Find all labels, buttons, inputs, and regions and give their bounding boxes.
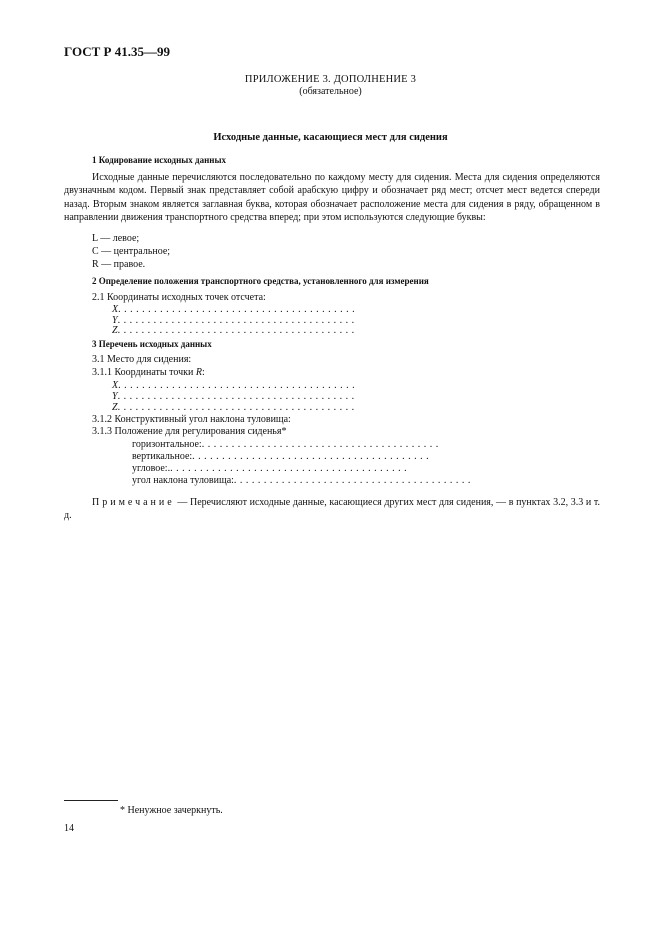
- list-item-left: L — левое;: [92, 233, 140, 244]
- section-2-heading: 2 Определение положения транспортного средства, установленного для измерения: [92, 276, 429, 286]
- dot-leader: . . . . . . . . . . . . . . . . . . . . . . . . . . . . . . . . . . . . . . . .: [192, 451, 430, 462]
- dot-leader: . . . . . . . . . . . . . . . . . . . . . . . . . . . . . . . . . . . . . . . .: [117, 402, 355, 413]
- coord-row: [112, 402, 355, 413]
- position-horizontal-label: горизонтальное:: [132, 439, 202, 450]
- section-3-1-2-label: 3.1.2 Конструктивный угол наклона туловища:: [92, 414, 291, 425]
- section-2-1-label: 2.1 Координаты исходных точек отсчета:: [92, 292, 266, 303]
- standard-header: ГОСТ Р 41.35—99: [64, 44, 170, 59]
- point-r-label: R: [195, 367, 202, 378]
- section-3-1-1-label: [92, 367, 205, 378]
- coord-x-label: X: [112, 380, 119, 391]
- position-row: [132, 451, 430, 462]
- dot-leader: . . . . . . . . . . . . . . . . . . . . . . . . . . . . . . . . . . . . . . . .: [170, 463, 408, 474]
- dot-leader: . . . . . . . . . . . . . . . . . . . . . . . . . . . . . . . . . . . . . . . .: [117, 391, 355, 402]
- coord-z-label: Z: [112, 325, 118, 336]
- coord-row: [112, 304, 355, 315]
- list-item-center: C — центральное;: [92, 246, 171, 257]
- position-row: [132, 463, 408, 474]
- coord-row: [112, 380, 355, 391]
- page-number: 14: [64, 823, 74, 834]
- appendix-status: (обязательное): [299, 86, 362, 97]
- coord-y-label: Y: [112, 315, 118, 326]
- coord-z-label: Z: [112, 402, 118, 413]
- position-vertical-label: вертикальное:: [132, 451, 193, 462]
- position-angular-label: угловое:.: [132, 463, 171, 474]
- dot-leader: . . . . . . . . . . . . . . . . . . . . . . . . . . . . . . . . . . . . . . . .: [118, 304, 356, 315]
- coord-row: [112, 325, 355, 336]
- position-row: [132, 439, 439, 450]
- dot-leader: . . . . . . . . . . . . . . . . . . . . . . . . . . . . . . . . . . . . . . . .: [117, 325, 355, 336]
- position-torso-angle-label: угол наклона туловища:: [132, 475, 234, 486]
- note-text: — Перечисляют исходные данные, касающиеся других мест для сидения, — в пунктах 3.2, 3.3 и т. д.: [64, 497, 600, 521]
- note-paragraph: [64, 496, 600, 522]
- s311-suffix: :: [201, 367, 205, 378]
- section-1-paragraph: Исходные данные перечисляются последовательно по каждому месту для сидения. Места для сидения определяются двузначным кодом. Первый знак представляет собой арабскую цифру и обозначает ряд мест; отсчет мест ведется спереди назад. Вторым знаком является заглавная буква, которая обозначает расположение места для сидения в ряду, обращенном в направлении движения транспортного средства вперед; при этом используются следующие буквы:: [64, 172, 600, 223]
- section-3-heading: 3 Перечень исходных данных: [92, 339, 212, 349]
- coord-x-label: X: [112, 304, 119, 315]
- section-3-1-label: 3.1 Место для сидения:: [92, 354, 192, 365]
- coord-row: [112, 391, 355, 402]
- dot-leader: . . . . . . . . . . . . . . . . . . . . . . . . . . . . . . . . . . . . . . . .: [201, 439, 439, 450]
- note-label: Примечание: [92, 497, 175, 508]
- coord-y-label: Y: [112, 391, 118, 402]
- dot-leader: . . . . . . . . . . . . . . . . . . . . . . . . . . . . . . . . . . . . . . . .: [233, 475, 471, 486]
- appendix-title: ПРИЛОЖЕНИЕ 3. ДОПОЛНЕНИЕ 3: [244, 74, 417, 85]
- document-title: Исходные данные, касающиеся мест для сидения: [213, 132, 448, 143]
- section-3-1-3-label: 3.1.3 Положение для регулирования сиденья*: [92, 426, 287, 437]
- s311-prefix: 3.1.1 Координаты точки: [92, 367, 196, 378]
- footnote-rule: [64, 800, 118, 801]
- section-1-heading: 1 Кодирование исходных данных: [92, 155, 226, 165]
- dot-leader: . . . . . . . . . . . . . . . . . . . . . . . . . . . . . . . . . . . . . . . .: [117, 315, 355, 326]
- dot-leader: . . . . . . . . . . . . . . . . . . . . . . . . . . . . . . . . . . . . . . . .: [118, 380, 356, 391]
- footnote: * Ненужное зачеркнуть.: [120, 805, 223, 816]
- list-item-right: R — правое.: [92, 259, 146, 270]
- position-row: [132, 475, 471, 486]
